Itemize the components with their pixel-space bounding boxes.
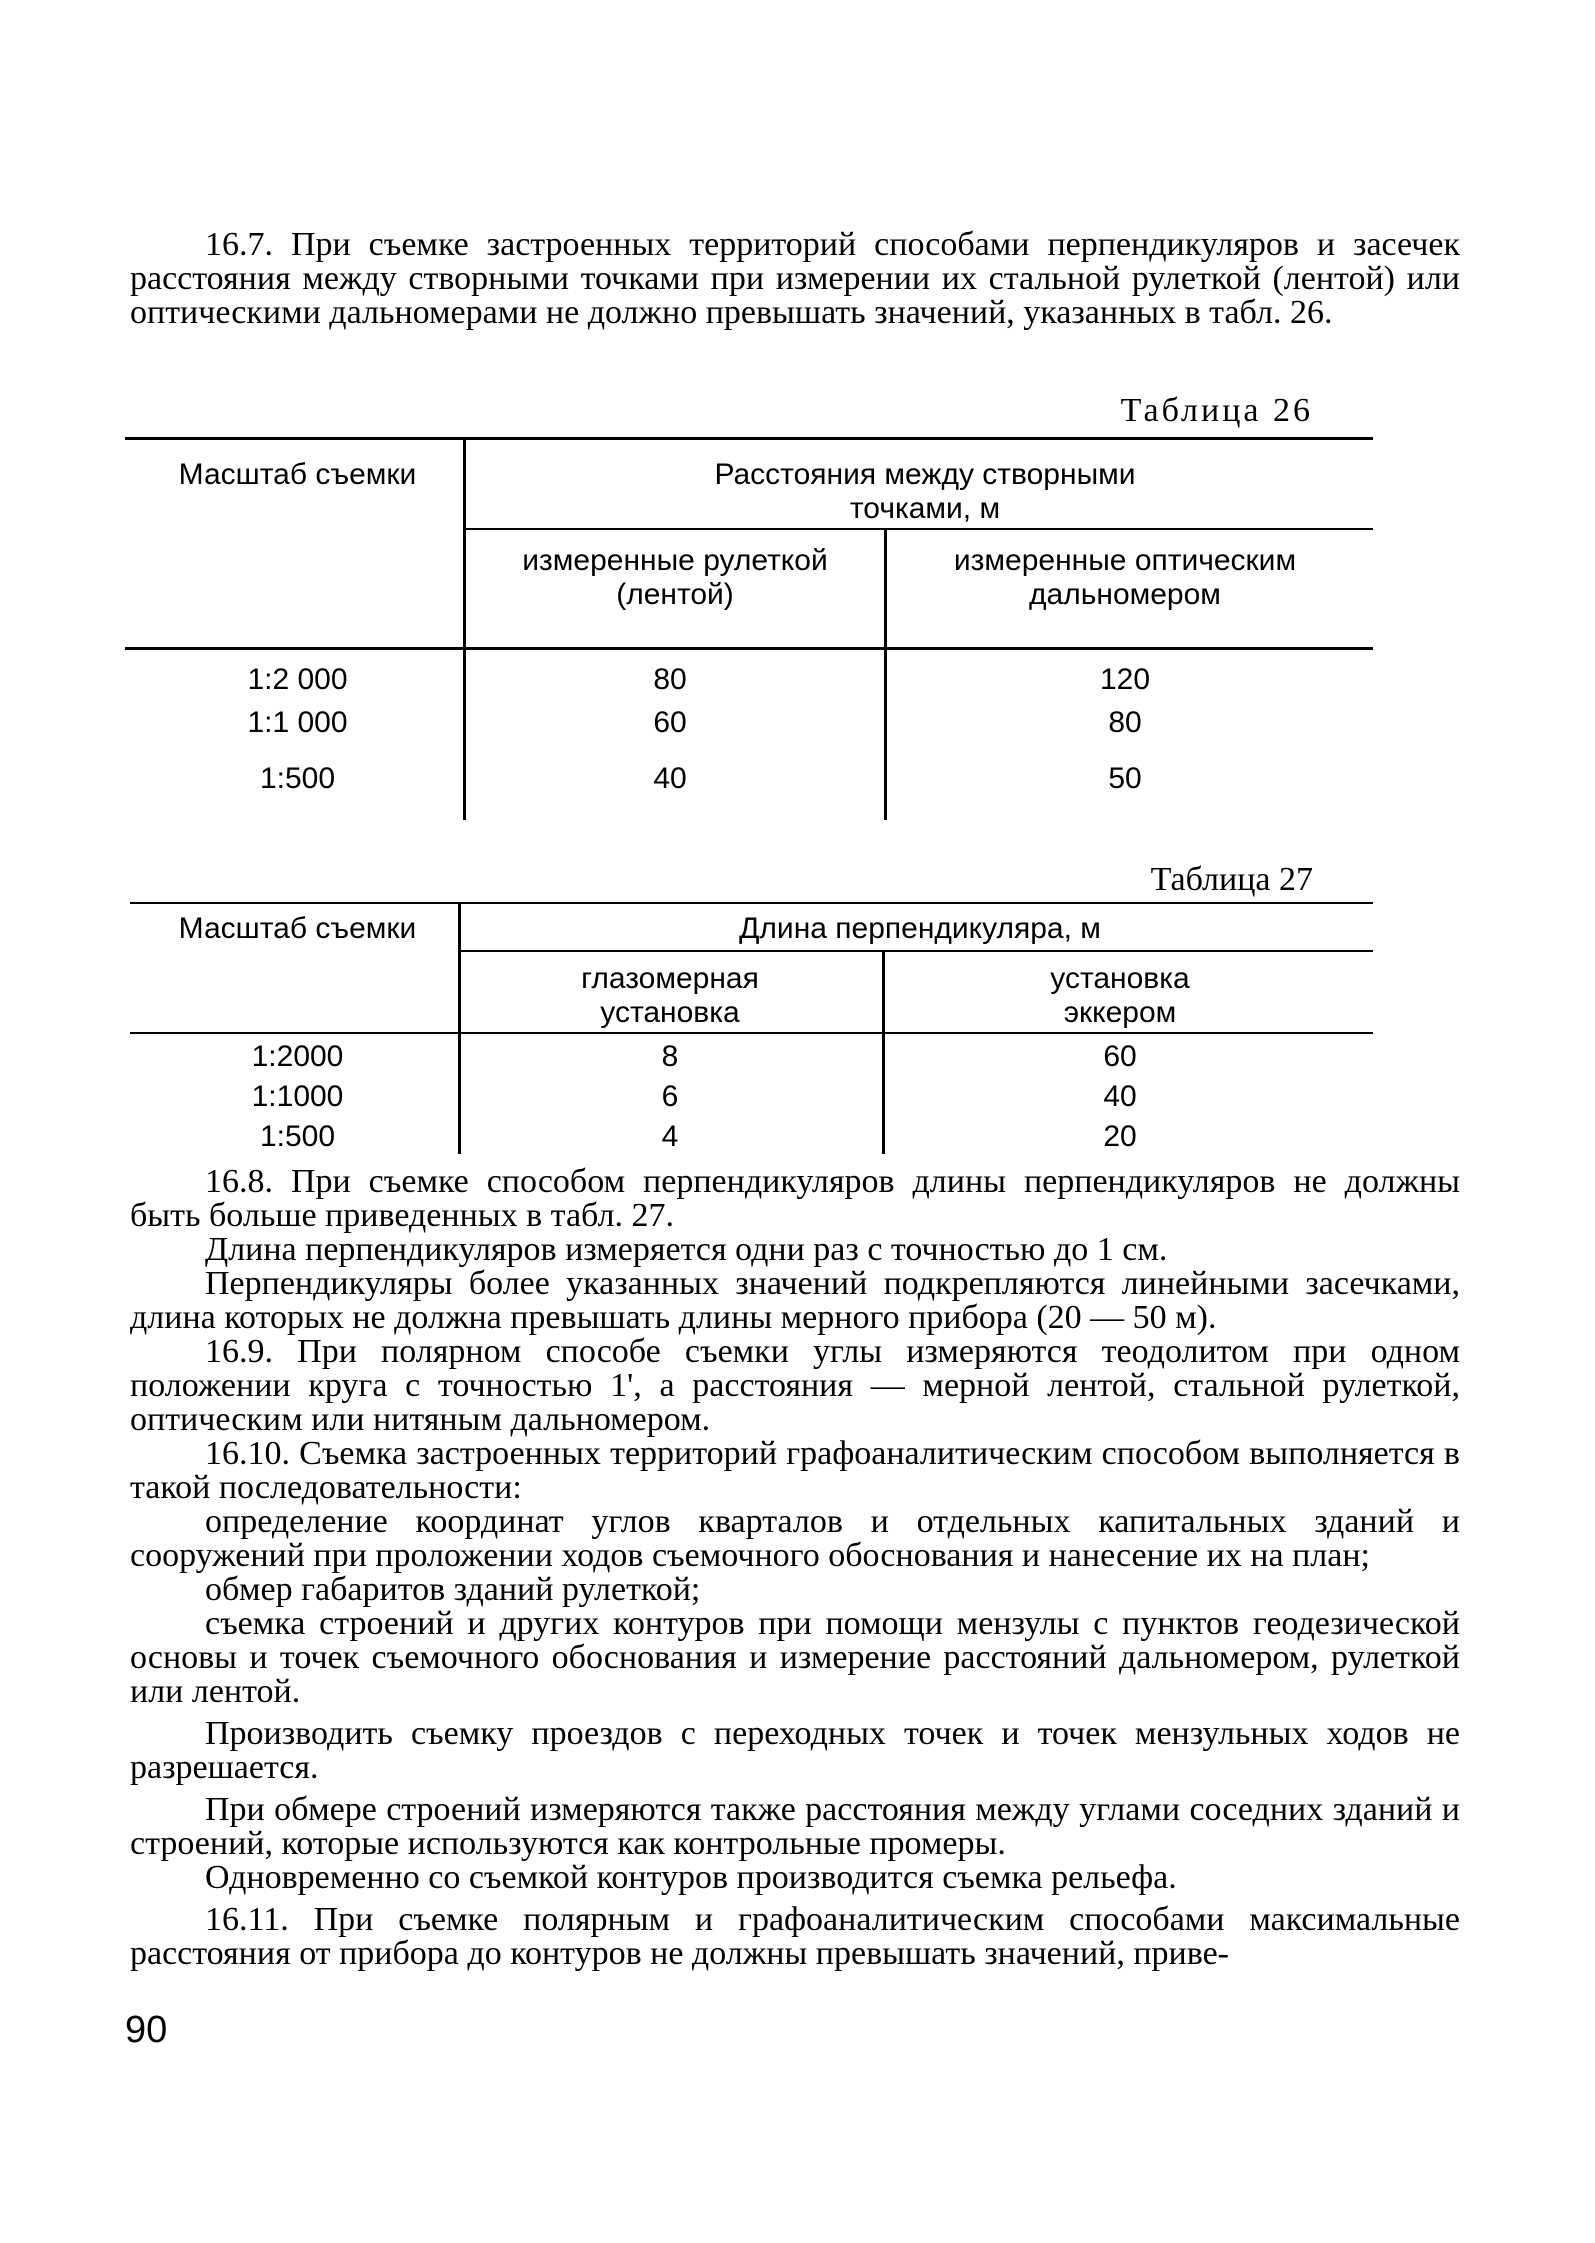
table-26-header-optical: измеренные оптическим дальномером xyxy=(953,544,1297,611)
table-27-top-rule xyxy=(130,902,1373,904)
table-27-divider-2 xyxy=(882,952,885,1154)
table-26-row-2-tape: 60 xyxy=(653,706,687,739)
table-26-row-2-optical: 80 xyxy=(1108,706,1142,739)
table-26-header-group: Расстояния между створными точками, м xyxy=(714,458,1136,525)
table-27-row-2-eye: 6 xyxy=(661,1080,679,1113)
table-27-row-2-ekker: 40 xyxy=(1103,1080,1137,1113)
table-27-row-3-scale: 1:500 xyxy=(259,1120,336,1153)
page-number: 90 xyxy=(125,2009,168,2051)
paragraph-relief: Одновременно со съемкой контуров производится съемка рельефа. xyxy=(205,1859,1177,1896)
table-26-row-1-scale: 1:2 000 xyxy=(247,663,348,696)
table-27-header-eye: глазомерная установка xyxy=(581,962,759,1029)
paragraph-16-9: 16.9. При полярном способе съемки углы измеряются теодолитом при одном положении круга с точностью 1', а расстояния — мерной лентой, стальной рулеткой, оптическим или нитяным дальномером. xyxy=(130,1333,1460,1438)
table-26-row-3-tape: 40 xyxy=(653,762,687,795)
paragraph-perpendiculars: Перпендикуляры более указанных значений подкрепляются линейными засечками, длина которых не должна превышать длины мерного прибора (20 — 50 м). xyxy=(130,1265,1460,1336)
table-27-header-scale: Масштаб съемки xyxy=(178,912,417,945)
table-26-row-3-optical: 50 xyxy=(1108,762,1142,795)
table-27-row-1-scale: 1:2000 xyxy=(251,1040,344,1073)
table-26-group-rule xyxy=(465,528,1373,530)
table-27-header-ekker: установка эккером xyxy=(1050,962,1190,1029)
table-26-caption: Таблица 26 xyxy=(1120,392,1313,429)
table-27-header-rule xyxy=(130,1032,1373,1034)
table-27-row-3-ekker: 20 xyxy=(1103,1120,1137,1153)
paragraph-16-10: 16.10. Съемка застроенных территорий графоаналитическим способом выполняется в такой последовательности: xyxy=(130,1435,1460,1506)
table-26-header-scale: Масштаб съемки xyxy=(178,458,417,491)
table-27-row-1-ekker: 60 xyxy=(1103,1040,1137,1073)
paragraph-control-measurements: При обмере строений измеряются также расстояния между углами соседних зданий и строений, которые используются как контрольные промеры. xyxy=(130,1791,1460,1862)
table-26-row-1-optical: 120 xyxy=(1099,663,1151,696)
table-26-row-2-scale: 1:1 000 xyxy=(247,706,348,739)
table-27-row-2-scale: 1:1000 xyxy=(251,1080,344,1113)
paragraph-16-11: 16.11. При съемке полярным и графоаналитическим способами максимальные расстояния от прибора до контуров не должны превышать значений, приве- xyxy=(130,1901,1460,1972)
table-26-divider-1 xyxy=(463,437,466,647)
table-26-row-1-tape: 80 xyxy=(653,663,687,696)
table-27-row-1-eye: 8 xyxy=(661,1040,679,1073)
body-text xyxy=(130,1165,1460,1971)
table-26-header-rule xyxy=(125,647,1373,650)
table-27-caption: Таблица 27 xyxy=(1150,861,1313,898)
table-26-header-tape: измеренные рулеткой (лентой) xyxy=(522,544,828,611)
table-27-divider-1 xyxy=(458,902,461,1154)
paragraph-driveways: Производить съемку проездов с переходных точек и точек мензульных ходов не разрешается. xyxy=(130,1715,1460,1786)
table-27-row-3-eye: 4 xyxy=(661,1120,679,1153)
table-26-divider-2 xyxy=(884,530,887,647)
table-27-header-group: Длина перпендикуляра, м xyxy=(739,912,1101,945)
table-27-group-rule xyxy=(460,950,1373,952)
list-item-coordinates: определение координат углов кварталов и отдельных капитальных зданий и сооружений при проложении ходов съемочного обоснования и нанесение их на план; xyxy=(130,1503,1460,1574)
table-26-body-divider-1 xyxy=(463,650,466,820)
paragraph-length: Длина перпендикуляров измеряется одни раз с точностью до 1 см. xyxy=(205,1231,1168,1268)
paragraph-16-8: 16.8. При съемке способом перпендикуляров длины перпендикуляров не должны быть больше приведенных в табл. 27. xyxy=(130,1163,1460,1234)
table-26-row-3-scale: 1:500 xyxy=(259,762,336,795)
list-item-survey: съемка строений и других контуров при помощи мензулы с пунктов геодезической основы и точек съемочного обоснования и измерение расстояний дальномером, рулеткой или лентой. xyxy=(130,1605,1460,1710)
table-26-top-rule xyxy=(125,437,1373,440)
list-item-measurement: обмер габаритов зданий рулеткой; xyxy=(205,1571,701,1608)
table-26-body-divider-2 xyxy=(884,650,887,820)
paragraph-16-7: 16.7. При съемке застроенных территорий способами перпендикуляров и засечек расстояния между створными точками при измерении их стальной рулеткой (лентой) или оптическими дальномерами не должно превышать значений, указанных в табл. 26. xyxy=(130,226,1460,331)
